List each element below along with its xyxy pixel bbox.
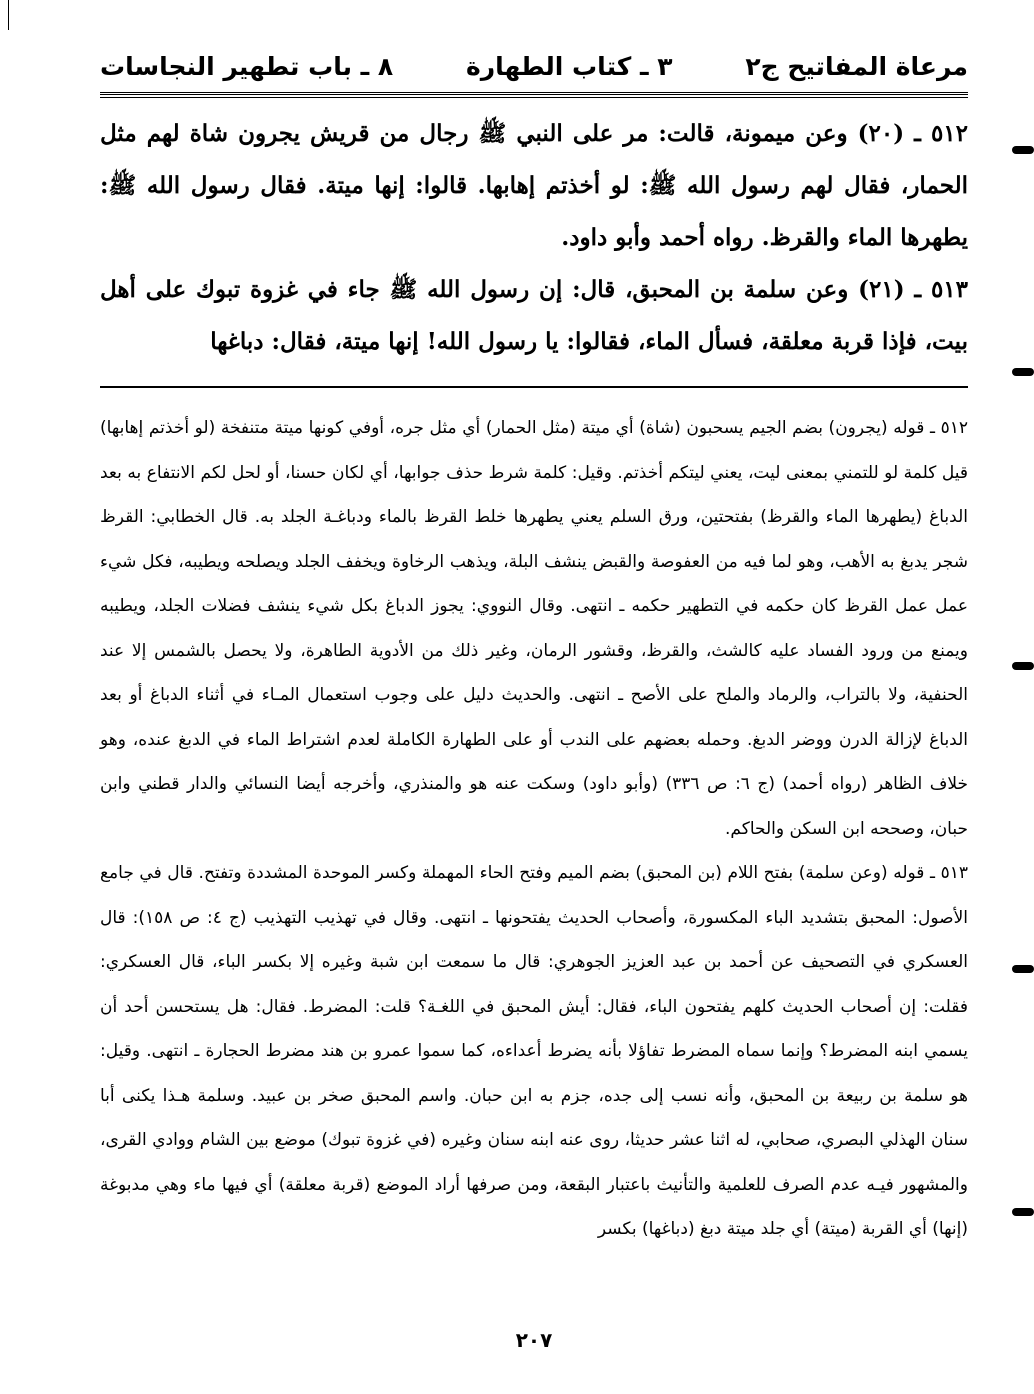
margin-mark (1012, 1208, 1034, 1216)
commentary-block (100, 406, 968, 1252)
commentary-513: ٥١٣ ـ قوله (وعن سلمة) بفتح اللام (بن المحبق) بضم الميم وفتح الحاء المهملة وكسر الموحدة المشددة وتفتح. قال في جامع الأصول: المحبق بتشديد الباء المكسورة، وأصحاب الحديث يفتحونها ـ انتهى. وقال في تهذيب التهذيب (ج ٤: ص ١٥٨): قال العسكري في التصحيف عن أحمد بن عبد العزيز الجوهري: قال ما سمعت ابن شبة وغيره إلا بكسر الباء، قال العسكري: فقلت: إن أصحاب الحديث كلهم يفتحون الباء، فقال: أيش المحبق في اللغـة؟ قلت: المضرط. فقال: هل يستحسن أحد أن يسمي ابنه المضرط؟ وإنما سماه المضرط تفاؤلا بأنه يضرط أعداءه، كما سموا عمرو بن هند مضرط الحجارة ـ انتهى. وقيل: هو سلمة بن ربيعة بن المحبق، وأنه نسب إلى جده، جزم به ابن حبان. واسم المحبق صخر بن عبيد. وسلمة هـذا يكنى أبا سنان الهذلي البصري، صحابي، له اثنا عشر حديثا، روى عنه ابنه سنان وغيره (في غزوة تبوك) موضع بين الشام ووادي القرى، والمشهور فيـه عدم الصرف للعلمية والتأنيث باعتبار البقعة، ومن صرفها أراد الموضع (قربة معلقة) أي فيها ماء وهي مدبوغة (إنها) أي القربة (ميتة) أي جلد ميتة دبغ (دباغها) بكسر (100, 863, 969, 1239)
section-title: ٨ ـ باب تطهير النجاسات (100, 51, 394, 81)
hadith-512: ٥١٢ ـ (٢٠) وعن ميمونة، قالت: مر على النبي ﷺ رجال من قريش يجرون شاة لهم مثل الحمار، فقال لهم رسول الله ﷺ: لو أخذتم إهابها. قالوا: إنها ميتة. فقال رسول الله ﷺ: يطهرها الماء والقرظ. رواه أحمد وأبو داود. (100, 120, 969, 251)
hadith-513: ٥١٣ ـ (٢١) وعن سلمة بن المحبق، قال: إن رسول الله ﷺ جاء في غزوة تبوك على أهل بيت، فإذا قربة معلقة، فسأل الماء، فقالوا: يا رسول الله! إنها ميتة، فقال: دباغها (100, 276, 968, 355)
running-header (100, 40, 968, 92)
book-page (100, 40, 968, 1380)
scan-edge-line (8, 0, 9, 30)
page-number: ٢٠٧ (515, 1328, 553, 1352)
margin-mark (1012, 368, 1034, 376)
commentary-512: ٥١٢ ـ قوله (يجرون) بضم الجيم يسحبون (شاة) أي ميتة (مثل الحمار) أي مثل جره، أوفي كونها ميتة متنفخة (لو أخذتم إهابها) قيل كلمة لو للتمني بمعنى ليت، يعني ليتكم أخذتم. وقيل: كلمة شرط حذف جوابها، أي لكان حسنا، أو لحل لكم الانتفاع به بعد الدباغ (يطهرها الماء والقرظ) بفتحتين، ورق السلم يعني يطهرها خلط القرظ بالماء ودباغـة الجلد به. قال الخطابي: القرظ شجر يدبغ به الأهب، وهو لما فيه من العفوصة والقبض ينشف البلة، ويذهب الرخاوة ويخفف الجلد ويصلحه ويطيبه، فكل شيء عمل عمل القرظ كان حكمه في التطهير حكمه ـ انتهى. وقال النووي: يجوز الدباغ بكل شيء ينشف فضلات الجلد، ويطيبه ويمنع من ورود الفساد عليه كالشث، والقرظ، وقشور الرمان، وغير ذلك من الأدوية الطاهرة، ولا يحصل بالشمس إلا عند الحنفية، ولا بالتراب، والرماد والملح على الأصح ـ انتهى. والحديث دليل على وجوب استعمال المـاء في أثناء الدباغ أو بعد الدباغ لإزالة الدرن ووضر الدبغ. وحمله بعضهم على الندب أو على الطهارة الكاملة لعدم اشتراط الماء في الدبغ عنده، وهو خلاف الظاهر (رواه أحمد) (ج ٦: ص ٣٣٦) (وأبو داود) وسكت عنه هو والمنذري، وأخرجه أيضا النسائي والدار قطني وابن حبان، وصححه ابن السكن والحاكم. (100, 418, 968, 839)
separator-rule (100, 386, 968, 388)
margin-mark (1012, 146, 1034, 154)
margin-mark (1012, 662, 1034, 670)
header-rule (100, 92, 968, 98)
hadith-text-block (100, 108, 968, 368)
chapter-title: ٣ ـ كتاب الطهارة (466, 51, 673, 81)
margin-mark (1012, 965, 1034, 973)
book-title: مرعاة المفاتيح ج٢ (745, 51, 968, 81)
